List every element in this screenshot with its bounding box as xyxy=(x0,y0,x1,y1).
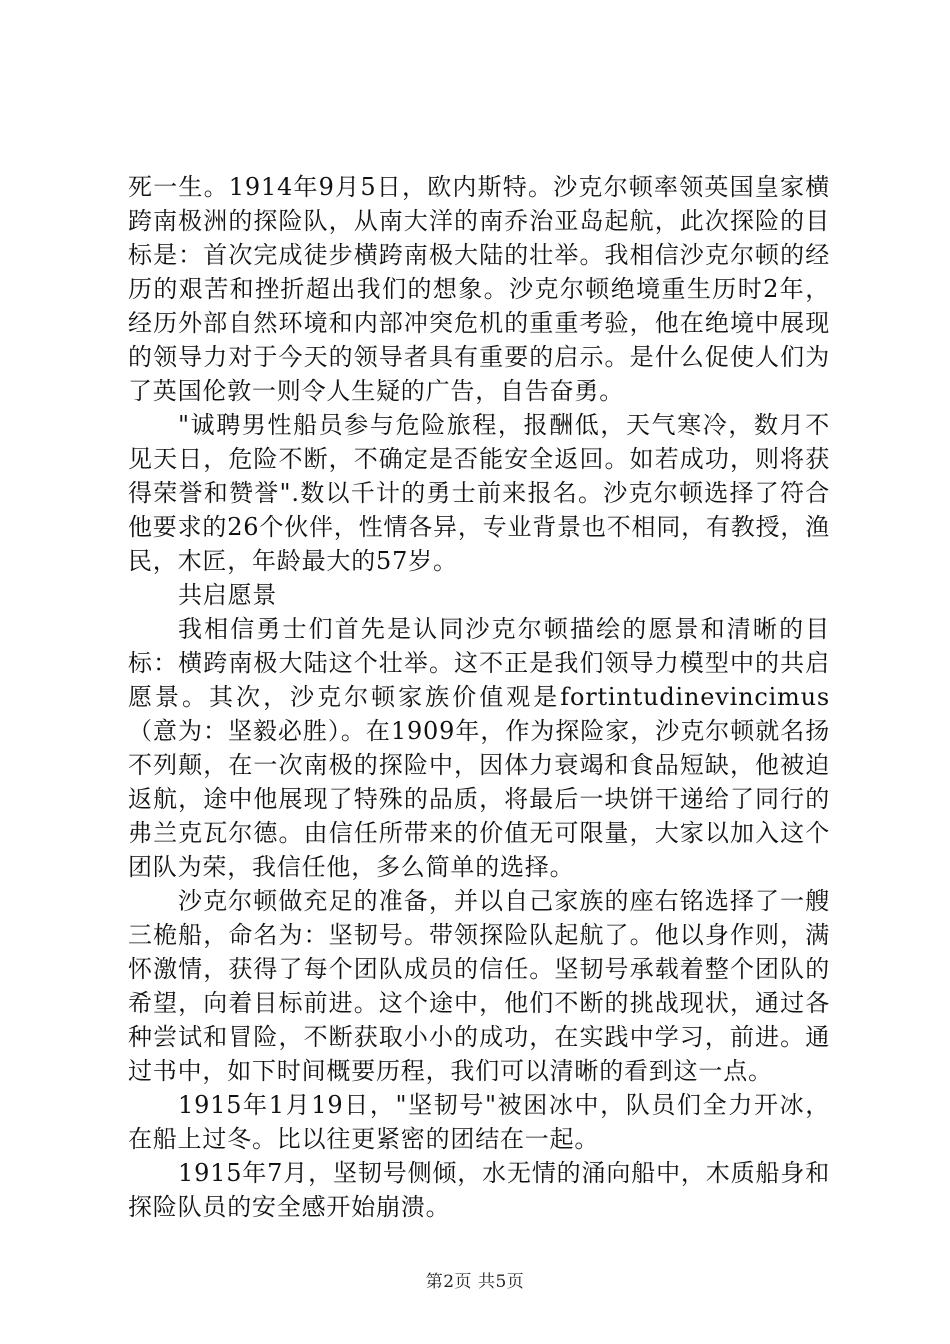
section-heading: 共启愿景 xyxy=(178,581,278,609)
body-text xyxy=(128,170,830,1224)
paragraph-5: 1915年1月19日，"坚韧号"被困冰中，队员们全力开冰，在船上过冬。比以往更紧密的团结在一起。 xyxy=(128,1091,830,1153)
paragraph-6: 1915年7月，坚韧号侧倾，水无情的涌向船中，木质船身和探险队员的安全感开始崩溃。 xyxy=(128,1159,830,1221)
paragraph-4: 沙克尔顿做充足的准备，并以自己家族的座右铭选择了一艘三桅船，命名为：坚韧号。带领探险队起航了。他以身作则，满怀激情，获得了每个团队成员的信任。坚韧号承载着整个团队的希望，向着目标前进。这个途中，他们不断的挑战现状，通过各种尝试和冒险，不断获取小小的成功，在实践中学习，前进。通过书中，如下时间概要历程，我们可以清晰的看到这一点。 xyxy=(128,887,830,1085)
paragraph-3: 我相信勇士们首先是认同沙克尔顿描绘的愿景和清晰的目标：横跨南极大陆这个壮举。这不正是我们领导力模型中的共启愿景。其次，沙克尔顿家族价值观是fortintudinevincimus（意为：坚毅必胜）。在1909年，作为探险家，沙克尔顿就名扬不列颠，在一次南极的探险中，因体力衰竭和食品短缺，他被迫返航，途中他展现了特殊的品质，将最后一块饼干递给了同行的弗兰克瓦尔德。由信任所带来的价值无可限量，大家以加入这个团队为荣，我信任他，多么简单的选择。 xyxy=(128,615,830,881)
paragraph-1: 死一生。1914年9月5日，欧内斯特。沙克尔顿率领英国皇家横跨南极洲的探险队，从南大洋的南乔治亚岛起航，此次探险的目标是：首次完成徒步横跨南极大陆的壮举。我相信沙克尔顿的经历的艰苦和挫折超出我们的想象。沙克尔顿绝境重生历时2年，经历外部自然环境和内部冲突危机的重重考验，他在绝境中展现的领导力对于今天的领导者具有重要的启示。是什么促使人们为了英国伦敦一则令人生疑的广告，自告奋勇。 xyxy=(128,173,830,405)
paragraph-2: "诚聘男性船员参与危险旅程，报酬低，天气寒冷，数月不见天日，危险不断，不确定是否能安全返回。如若成功，则将获得荣誉和赞誉".数以千计的勇士前来报名。沙克尔顿选择了符合他要求的26个伙伴，性情各异，专业背景也不相同，有教授，渔民，木匠，年龄最大的57岁。 xyxy=(128,411,830,575)
page-footer: 第2页 共5页 xyxy=(425,1272,525,1292)
